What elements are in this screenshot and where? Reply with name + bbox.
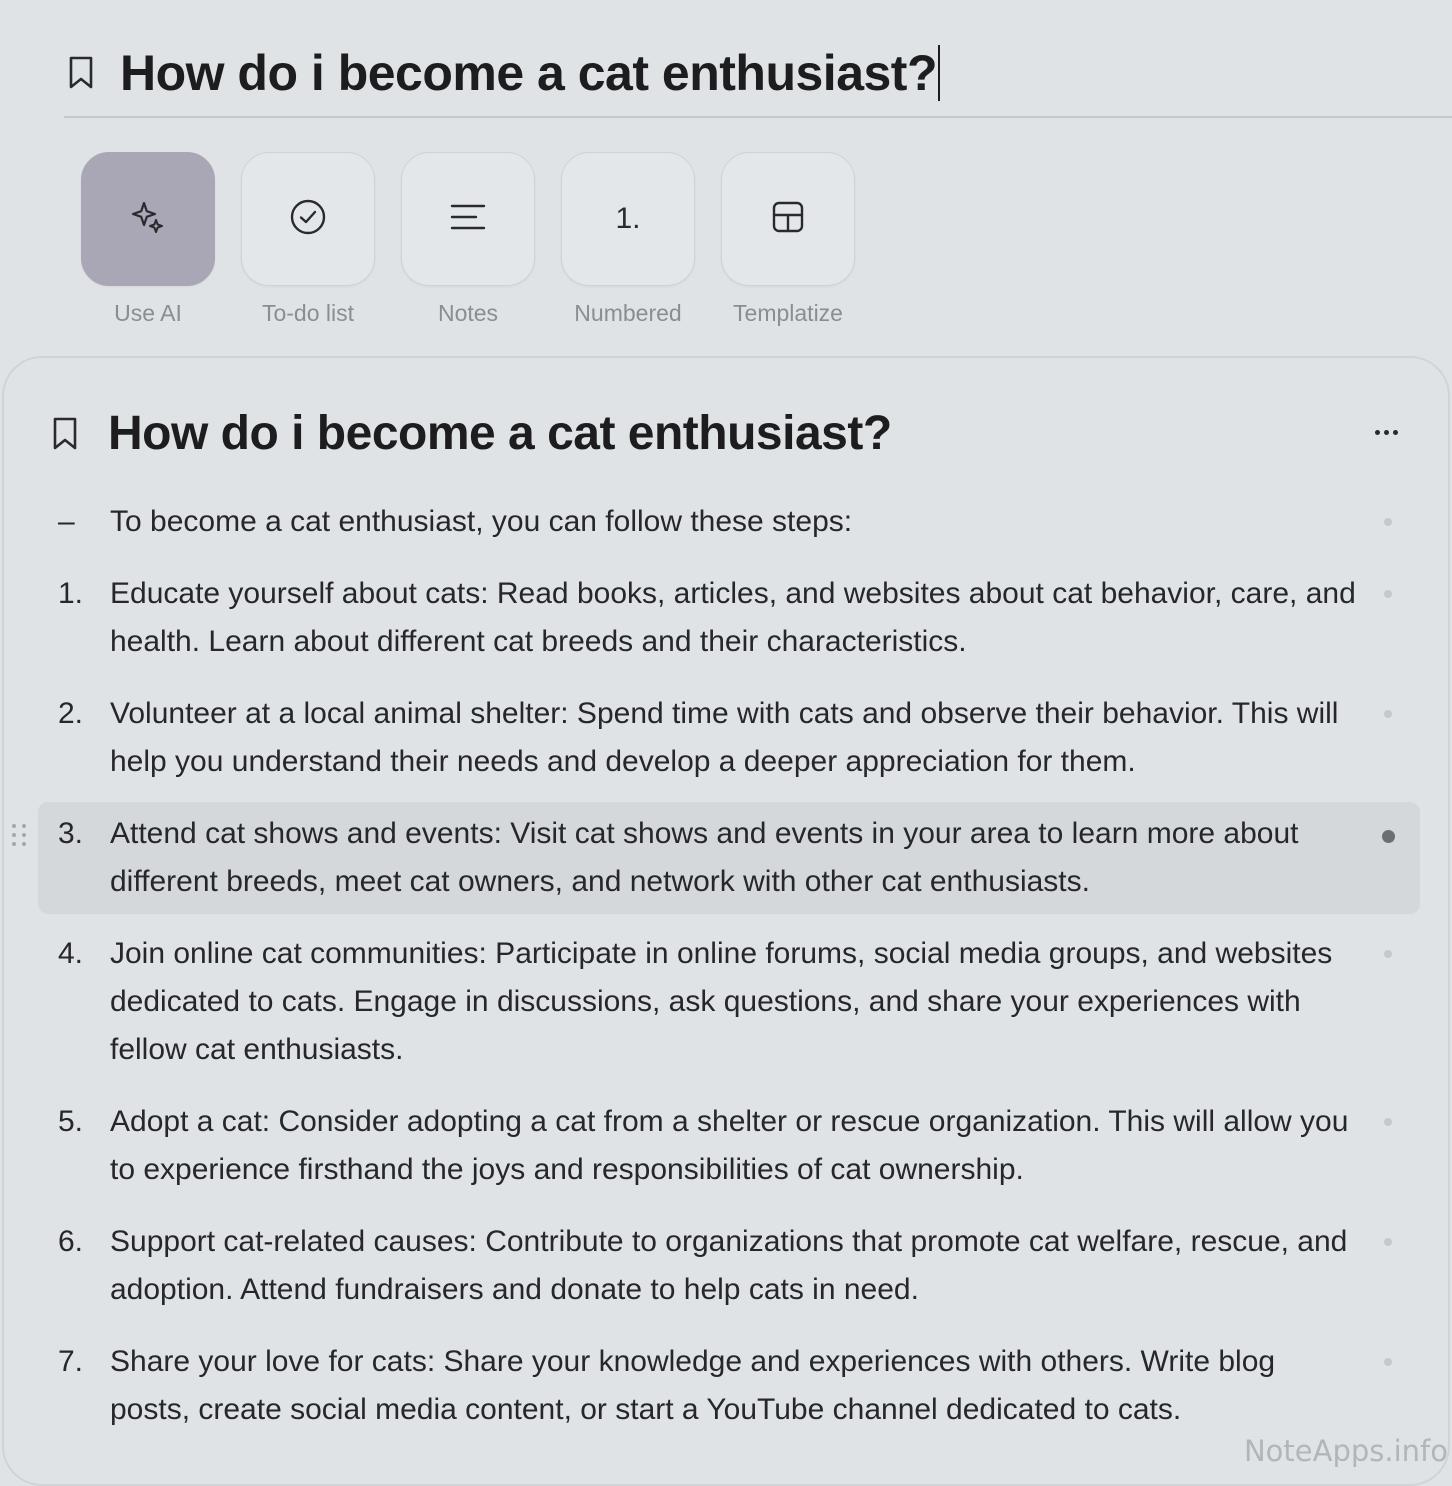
- list-item-5[interactable]: [38, 1098, 1420, 1194]
- list-item-1[interactable]: [38, 570, 1420, 666]
- more-options-icon[interactable]: [1368, 420, 1404, 444]
- list-item-4[interactable]: [38, 930, 1420, 1074]
- use-ai-tile[interactable]: [81, 152, 215, 286]
- list-number: 3.: [58, 817, 84, 850]
- todo-list-tile[interactable]: [241, 152, 375, 286]
- quick-actions: [80, 152, 856, 327]
- text-cursor: [938, 45, 940, 101]
- numbered-list-icon: 1.: [615, 202, 641, 235]
- list-item-6[interactable]: [38, 1218, 1420, 1314]
- list-number: 5.: [58, 1105, 84, 1138]
- row-dot-icon[interactable]: [1384, 1358, 1392, 1366]
- notes-label: Notes: [437, 300, 499, 326]
- row-dot-icon[interactable]: [1384, 950, 1392, 958]
- row-dot-icon[interactable]: [1382, 830, 1395, 843]
- note-bookmark-icon[interactable]: [52, 416, 82, 452]
- templatize-label: Templatize: [733, 300, 843, 326]
- list-item-7[interactable]: [38, 1338, 1420, 1434]
- templatize-button[interactable]: [720, 152, 856, 327]
- sparkles-icon: [130, 199, 166, 240]
- note-card: [2, 356, 1450, 1486]
- templatize-tile[interactable]: [721, 152, 855, 286]
- row-dot-icon[interactable]: [1384, 710, 1392, 718]
- row-dot-icon[interactable]: [1384, 1238, 1392, 1246]
- list-item-intro[interactable]: [38, 498, 1420, 546]
- page-title[interactable]: How do i become a cat enthusiast?: [120, 45, 937, 101]
- bookmark-icon[interactable]: [66, 55, 96, 91]
- numbered-label: Numbered: [574, 300, 682, 326]
- numbered-tile[interactable]: [561, 152, 695, 286]
- text-lines-icon: [449, 202, 487, 237]
- list-item-text[interactable]: Attend cat shows and events: Visit cat shows and events in your area to learn more about different breeds, meet cat owners, and network with other cat enthusiasts.: [110, 817, 1299, 898]
- notes-button[interactable]: [400, 152, 536, 327]
- list-item-text[interactable]: Join online cat communities: Participate in online forums, social media groups, and websites dedicated to cats. Engage in discussions, ask questions, and share your experiences with fellow cat enthusiasts.: [110, 937, 1333, 1066]
- list-item-text[interactable]: Educate yourself about cats: Read books, articles, and websites about cat behavior, care, and health. Learn about different cat breeds and their characteristics.: [110, 577, 1356, 658]
- list-item-text[interactable]: Adopt a cat: Consider adopting a cat from a shelter or rescue organization. This will allow you to experience firsthand the joys and responsibilities of cat ownership.: [110, 1105, 1349, 1186]
- numbered-button[interactable]: [560, 152, 696, 327]
- list-item-2[interactable]: [38, 690, 1420, 786]
- use-ai-label: Use AI: [114, 300, 182, 326]
- layout-template-icon: [771, 200, 805, 239]
- row-dot-icon[interactable]: [1384, 590, 1392, 598]
- row-dot-icon[interactable]: [1384, 518, 1392, 526]
- list-number: 4.: [58, 937, 84, 970]
- notes-tile[interactable]: [401, 152, 535, 286]
- list-item-3[interactable]: [38, 802, 1420, 914]
- list-item-text[interactable]: Share your love for cats: Share your knowledge and experiences with others. Write blog posts, create social media content, or start a YouTube channel dedicated to cats.: [110, 1345, 1276, 1426]
- list-item-text[interactable]: To become a cat enthusiast, you can follow these steps:: [110, 505, 853, 538]
- drag-handle-icon[interactable]: [12, 824, 26, 850]
- note-title[interactable]: How do i become a cat enthusiast?: [108, 407, 892, 460]
- list-number: 2.: [58, 697, 84, 730]
- title-input[interactable]: [64, 30, 1452, 118]
- use-ai-button[interactable]: [80, 152, 216, 327]
- note-title-row: [52, 406, 892, 461]
- list-number: 1.: [58, 577, 84, 610]
- list-item-text[interactable]: Support cat-related causes: Contribute to organizations that promote cat welfare, rescue, and adoption. Attend fundraisers and donate to help cats in need.: [110, 1225, 1348, 1306]
- row-dot-icon[interactable]: [1384, 1118, 1392, 1126]
- todo-list-button[interactable]: [240, 152, 376, 327]
- list-number: 7.: [58, 1345, 84, 1378]
- watermark: NoteApps.info: [1243, 1434, 1448, 1468]
- note-list: [38, 498, 1420, 1458]
- check-circle-icon: [289, 198, 327, 241]
- todo-list-label: To-do list: [261, 300, 355, 326]
- list-number: 6.: [58, 1225, 84, 1258]
- dash-marker: –: [58, 505, 75, 538]
- list-item-text[interactable]: Volunteer at a local animal shelter: Spend time with cats and observe their behavior. This will help you understand their needs and develop a deeper appreciation for them.: [110, 697, 1339, 778]
